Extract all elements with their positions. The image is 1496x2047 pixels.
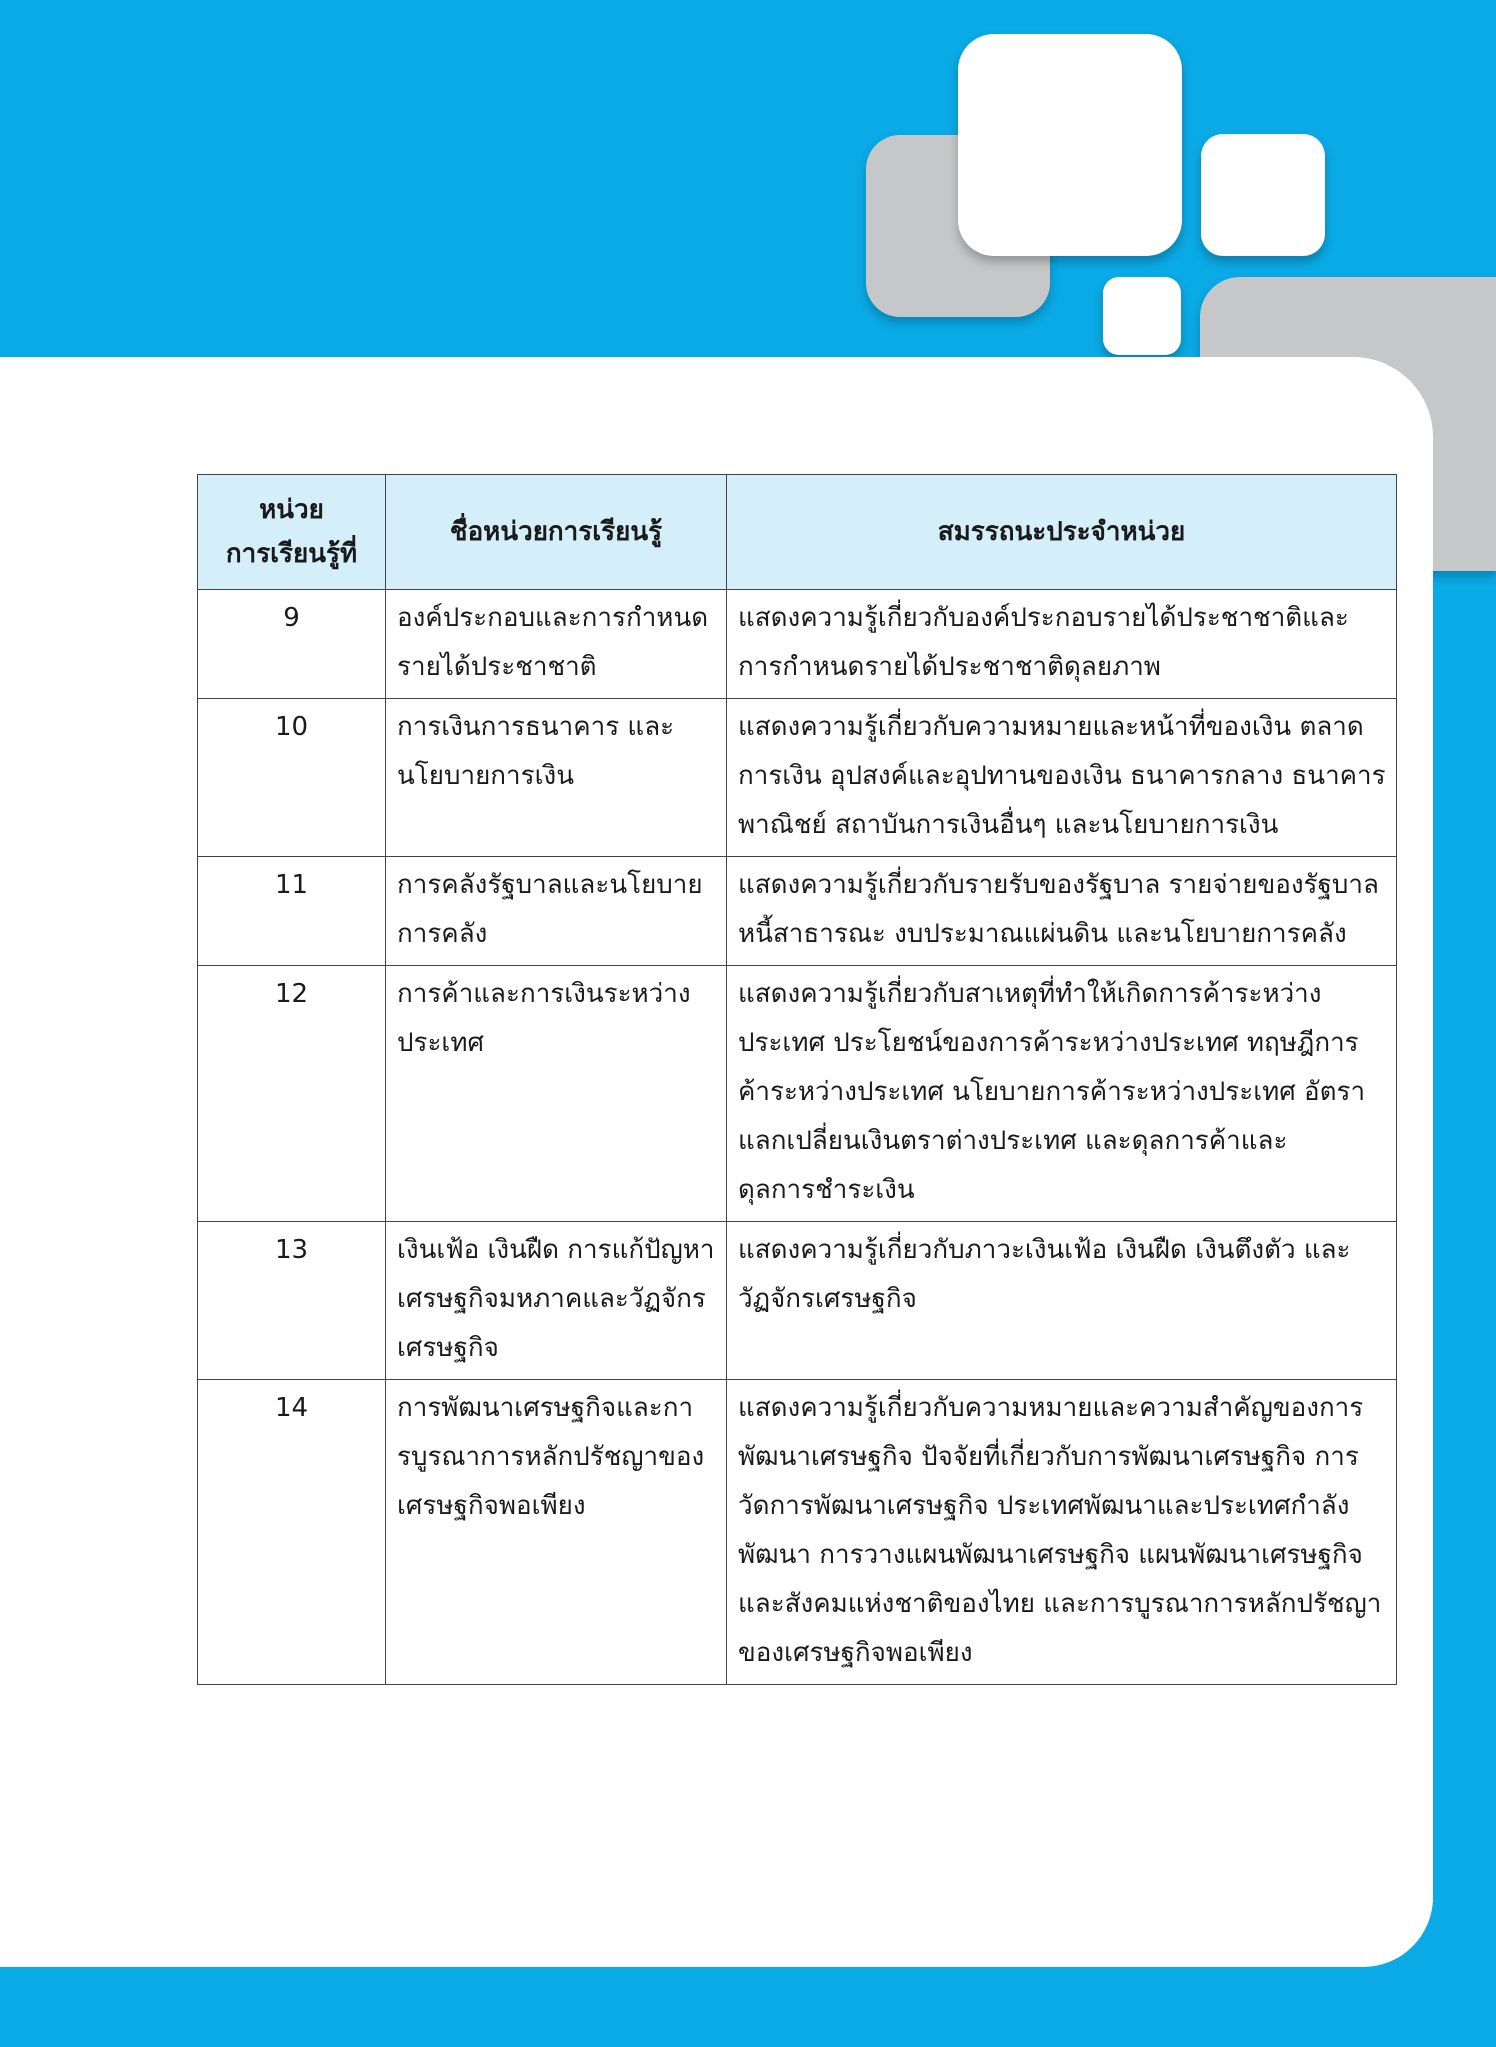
cell-competency: แสดงความรู้เกี่ยวกับรายรับของรัฐบาล รายจ่ายของรัฐบาล หนี้สาธารณะ งบประมาณแผ่นดิน และนโยบายการคลัง <box>727 857 1397 966</box>
cell-competency: แสดงความรู้เกี่ยวกับสาเหตุที่ทำให้เกิดการค้าระหว่างประเทศ ประโยชน์ของการค้าระหว่างประเทศ ทฤษฎีการค้าระหว่างประเทศ นโยบายการค้าระหว่างประเทศ อัตราแลกเปลี่ยนเงินตราต่างประเทศ และดุลการค้าและดุลการชำระเงิน <box>727 966 1397 1222</box>
table-row <box>198 699 1397 857</box>
cell-unit-number: 9 <box>198 590 386 699</box>
decor-tile-white-large <box>958 34 1182 256</box>
table-row <box>198 1222 1397 1380</box>
cell-unit-name: การค้าและการเงินระหว่างประเทศ <box>386 966 727 1222</box>
table-row <box>198 857 1397 966</box>
cell-unit-number: 11 <box>198 857 386 966</box>
cell-competency: แสดงความรู้เกี่ยวกับภาวะเงินเฟ้อ เงินฝืด เงินตึงตัว และวัฏจักรเศรษฐกิจ <box>727 1222 1397 1380</box>
learning-units-table <box>197 474 1397 1685</box>
header-unit-number <box>198 475 386 590</box>
header-competency: สมรรถนะประจำหน่วย <box>727 475 1397 590</box>
header-unit-line2: การเรียนรู้ที่ <box>225 539 358 569</box>
decor-tile-white-medium <box>1201 134 1325 256</box>
cell-unit-number: 13 <box>198 1222 386 1380</box>
table-row <box>198 1380 1397 1685</box>
header-unit-line1: หน่วย <box>259 495 324 525</box>
cell-unit-number: 10 <box>198 699 386 857</box>
cell-competency: แสดงความรู้เกี่ยวกับความหมายและความสำคัญของการพัฒนาเศรษฐกิจ ปัจจัยที่เกี่ยวกับการพัฒนาเศรษฐกิจ การวัดการพัฒนาเศรษฐกิจ ประเทศพัฒนาและประเทศกำลังพัฒนา การวางแผนพัฒนาเศรษฐกิจ แผนพัฒนาเศรษฐกิจและสังคมแห่งชาติของไทย และการบูรณาการหลักปรัชญาของเศรษฐกิจพอเพียง <box>727 1380 1397 1685</box>
cell-unit-name: เงินเฟ้อ เงินฝืด การแก้ปัญหาเศรษฐกิจมหภาคและวัฏจักรเศรษฐกิจ <box>386 1222 727 1380</box>
header-unit-name: ชื่อหน่วยการเรียนรู้ <box>386 475 727 590</box>
table-header-row <box>198 475 1397 590</box>
cell-unit-number: 14 <box>198 1380 386 1685</box>
decor-tile-white-small <box>1103 277 1181 355</box>
cell-competency: แสดงความรู้เกี่ยวกับองค์ประกอบรายได้ประชาชาติและการกำหนดรายได้ประชาชาติดุลยภาพ <box>727 590 1397 699</box>
cell-unit-name: การเงินการธนาคาร และนโยบายการเงิน <box>386 699 727 857</box>
cell-unit-name: การคลังรัฐบาลและนโยบายการคลัง <box>386 857 727 966</box>
cell-unit-name: การพัฒนาเศรษฐกิจและการบูรณาการหลักปรัชญาของเศรษฐกิจพอเพียง <box>386 1380 727 1685</box>
table-row <box>198 590 1397 699</box>
cell-competency: แสดงความรู้เกี่ยวกับความหมายและหน้าที่ของเงิน ตลาดการเงิน อุปสงค์และอุปทานของเงิน ธนาคารกลาง ธนาคารพาณิชย์ สถาบันการเงินอื่นๆ และนโยบายการเงิน <box>727 699 1397 857</box>
cell-unit-number: 12 <box>198 966 386 1222</box>
table-row <box>198 966 1397 1222</box>
cell-unit-name: องค์ประกอบและการกำหนดรายได้ประชาชาติ <box>386 590 727 699</box>
